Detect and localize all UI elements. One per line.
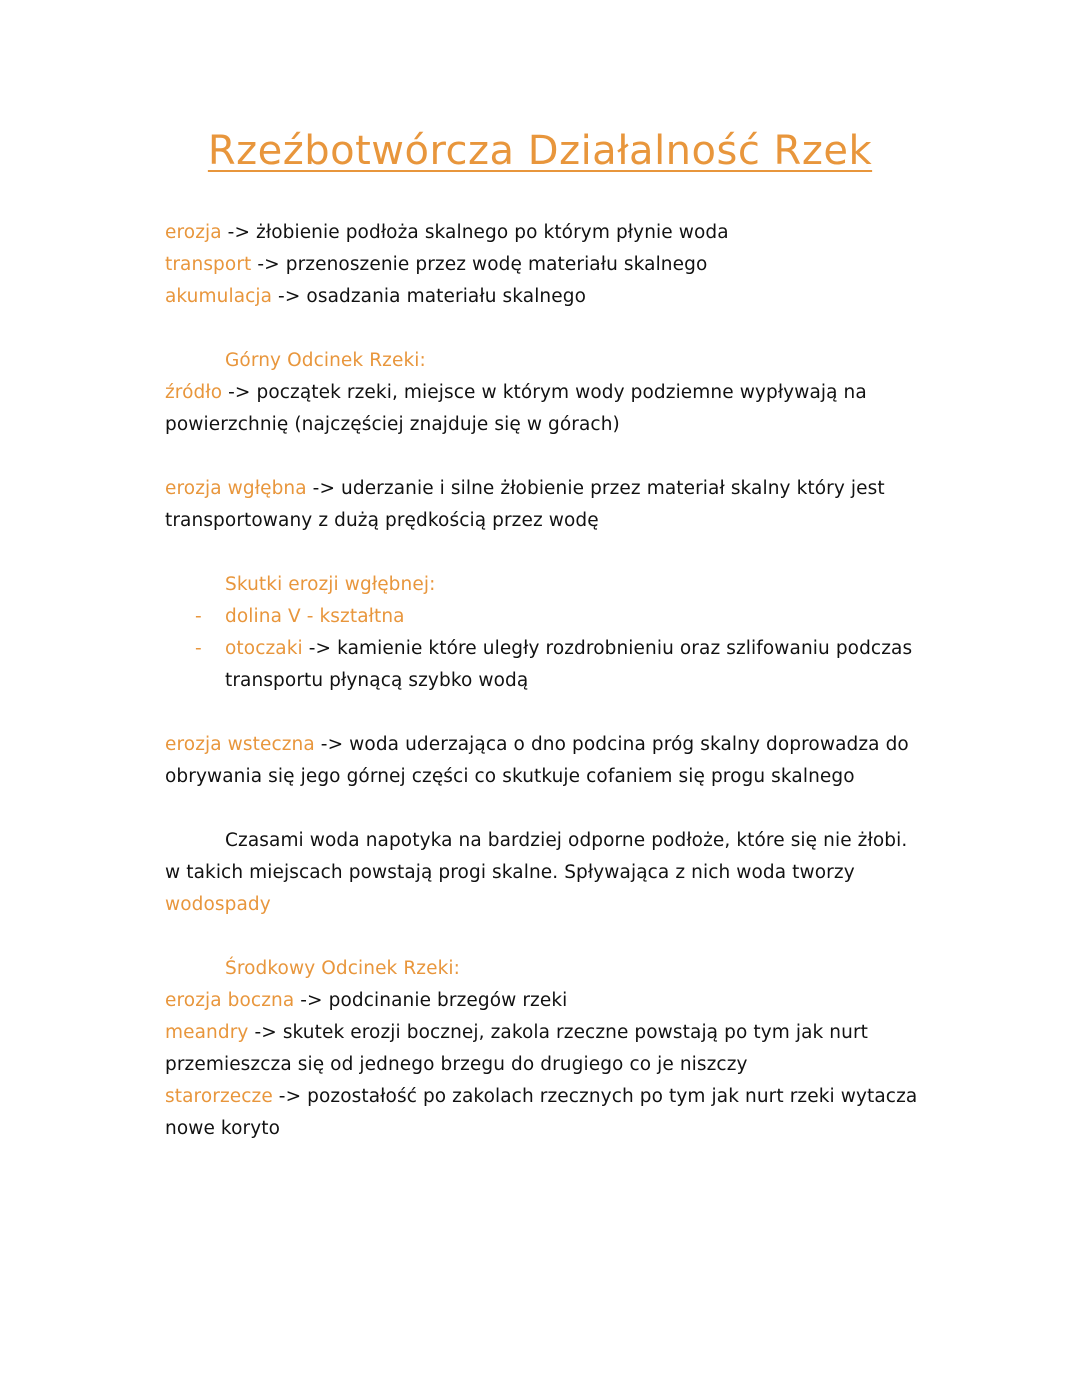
term: otoczaki	[225, 638, 303, 659]
page-title: Rzeźbotwórcza Działalność Rzek	[207, 128, 873, 174]
definition-text: osadzania materiału skalnego	[306, 286, 586, 307]
dash-bullet: -	[195, 606, 202, 627]
term: starorzecze	[165, 1086, 273, 1107]
arrow: ->	[272, 1086, 308, 1107]
arrow: ->	[272, 286, 307, 307]
definition-text: skutek erozji bocznej, zakola rzeczne powstają po tym jak nurt przemieszcza się od jednego brzegu do drugiego co je niszczy	[165, 1022, 869, 1075]
definition-zrodlo	[165, 377, 925, 441]
term: erozja wgłębna	[165, 478, 307, 499]
definition-erozja-wglebna	[165, 473, 925, 537]
section-heading-middle: Środkowy Odcinek Rzeki:	[225, 958, 460, 979]
arrow: ->	[294, 990, 329, 1011]
definition-erozja-wsteczna	[165, 729, 925, 793]
definition-text: pozostałość po zakolach rzecznych po tym jak nurt rzeki wytacza nowe koryto	[165, 1086, 918, 1139]
arrow: ->	[306, 478, 342, 499]
paragraph-waterfalls	[165, 825, 925, 921]
list-item-text: dolina V - kształtna	[225, 606, 405, 627]
definition-text: kamienie które uległy rozdrobnieniu oraz szlifowaniu podczas transportu płynącą szybko wodą	[225, 638, 913, 691]
definition-text: woda uderzająca o dno podcina próg skalny doprowadza do obrywania się jego górnej części co skutkuje cofaniem się progu skalnego	[165, 734, 909, 787]
arrow: ->	[251, 254, 286, 275]
definition-erozja-boczna	[165, 985, 925, 1017]
definition-transport	[165, 249, 925, 281]
arrow: ->	[222, 382, 257, 403]
list-item	[165, 601, 925, 633]
term: erozja wsteczna	[165, 734, 315, 755]
definition-akumulacja	[165, 281, 925, 313]
definition-text: podcinanie brzegów rzeki	[328, 990, 568, 1011]
document-body	[165, 217, 925, 1145]
term: akumulacja	[165, 286, 273, 307]
subheading-effects: Skutki erozji wgłębnej:	[225, 574, 436, 595]
arrow: ->	[314, 734, 350, 755]
effects-list	[165, 601, 925, 697]
definition-meandry	[165, 1017, 925, 1081]
term: źródło	[165, 382, 223, 403]
arrow: ->	[221, 222, 257, 243]
dash-bullet: -	[195, 638, 202, 659]
arrow: ->	[248, 1022, 283, 1043]
term: wodospady	[165, 894, 271, 915]
section-heading-upper: Górny Odcinek Rzeki:	[225, 350, 426, 371]
definition-erozja	[165, 217, 925, 249]
paragraph-text: Czasami woda napotyka na bardziej odporne podłoże, które się nie żłobi. w takich miejscach powstają progi skalne. Spływająca z nich woda tworzy	[165, 830, 908, 883]
definition-text: żłobienie podłoża skalnego po którym płynie woda	[256, 222, 729, 243]
term: erozja boczna	[165, 990, 295, 1011]
definition-text: przenoszenie przez wodę materiału skalnego	[285, 254, 708, 275]
arrow: ->	[302, 638, 338, 659]
definition-text: uderzanie i silne żłobienie przez materiał skalny który jest transportowany z dużą prędkością przez wodę	[165, 478, 885, 531]
definition-starorzecze	[165, 1081, 925, 1145]
term: meandry	[165, 1022, 249, 1043]
definition-text: początek rzeki, miejsce w którym wody podziemne wypływają na powierzchnię (najczęściej znajduje się w górach)	[165, 382, 867, 435]
list-item	[165, 633, 925, 697]
term: erozja	[165, 222, 222, 243]
term: transport	[165, 254, 252, 275]
